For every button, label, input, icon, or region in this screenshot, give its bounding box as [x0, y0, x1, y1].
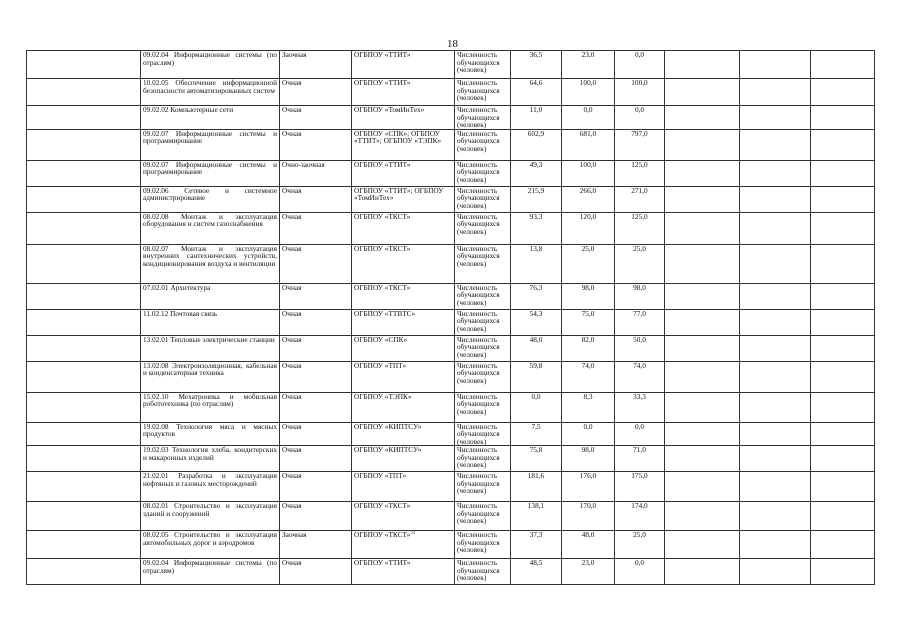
empty-cell-right	[811, 361, 875, 392]
page-number: 18	[447, 38, 458, 50]
organization-cell	[352, 283, 455, 309]
value-cell-1: 54,3	[511, 309, 562, 335]
indicator-cell: Численность обучающихся (человек)	[455, 502, 511, 531]
empty-cell-left	[27, 106, 141, 130]
specialty-cell: 15.02.10 Мехатроника и мобильная робототехника (по отраслям)	[141, 392, 280, 422]
value-cell-3: 271,0	[615, 186, 665, 212]
indicator-cell: Численность обучающихся (человек)	[455, 392, 511, 422]
indicator-cell: Численность обучающихся (человек)	[455, 309, 511, 335]
indicator-cell: Численность обучающихся (человек)	[455, 559, 511, 585]
empty-cell	[740, 212, 811, 244]
empty-cell	[665, 160, 740, 186]
organization-cell	[352, 422, 455, 446]
empty-cell	[665, 129, 740, 160]
organization-text: ОГБПОУ «ТКСТ»	[354, 530, 411, 539]
value-cell-2: 8,3	[562, 392, 615, 422]
empty-cell-left	[27, 472, 141, 502]
empty-cell-left	[27, 51, 141, 79]
value-cell-1: 49,3	[511, 160, 562, 186]
empty-cell-left	[27, 79, 141, 106]
indicator-cell: Численность обучающихся (человек)	[455, 361, 511, 392]
organization-cell	[352, 392, 455, 422]
study-form-cell: Очная	[280, 186, 352, 212]
value-cell-3: 98,0	[615, 283, 665, 309]
empty-cell-left	[27, 446, 141, 472]
organization-text: ОГБПОУ «ТТВТС»	[354, 309, 416, 318]
empty-cell	[665, 283, 740, 309]
empty-cell-right	[811, 106, 875, 130]
value-cell-2: 0,0	[562, 422, 615, 446]
empty-cell	[740, 531, 811, 559]
footnote-marker: 32	[410, 530, 416, 536]
organization-text: ОГБПОУ «ТКСТ»	[354, 283, 411, 292]
organization-cell	[352, 212, 455, 244]
empty-cell-right	[811, 212, 875, 244]
indicator-cell: Численность обучающихся (человек)	[455, 51, 511, 79]
value-cell-2: 170,0	[562, 502, 615, 531]
empty-cell	[740, 446, 811, 472]
empty-cell	[665, 502, 740, 531]
empty-cell-right	[811, 335, 875, 361]
indicator-cell: Численность обучающихся (человек)	[455, 160, 511, 186]
empty-cell	[665, 106, 740, 130]
organization-text: ОГБПОУ «ТПТ»	[354, 361, 407, 370]
value-cell-2: 0,0	[562, 106, 615, 130]
table-row	[27, 502, 875, 531]
organization-text: ОГБПОУ «ТЭПК»	[354, 392, 412, 401]
specialty-cell: 08.02.07 Монтаж и эксплуатация внутренних сантехнических устройств, кондиционирования воздуха и вентиляции	[141, 244, 280, 283]
organization-text: ОГБПОУ «ТПТ»	[354, 471, 407, 480]
value-cell-2: 266,0	[562, 186, 615, 212]
study-form-cell: Очная	[280, 283, 352, 309]
study-form-cell: Очная	[280, 244, 352, 283]
value-cell-3: 74,0	[615, 361, 665, 392]
value-cell-1: 602,9	[511, 129, 562, 160]
empty-cell	[665, 446, 740, 472]
table-row	[27, 392, 875, 422]
organization-text: ОГБПОУ «ТКСТ»	[354, 212, 411, 221]
table-body	[27, 51, 875, 585]
table-row	[27, 559, 875, 585]
organization-text: ОГБПОУ «ТТИТ»	[354, 50, 411, 59]
empty-cell	[740, 129, 811, 160]
value-cell-3: 77,0	[615, 309, 665, 335]
empty-cell-right	[811, 446, 875, 472]
indicator-cell: Численность обучающихся (человек)	[455, 79, 511, 106]
organization-text: ОГБПОУ «ТомИнТех»	[354, 105, 425, 114]
value-cell-2: 74,0	[562, 361, 615, 392]
value-cell-3: 50,0	[615, 335, 665, 361]
organization-text: ОГБПОУ «СПК»	[354, 335, 408, 344]
empty-cell-right	[811, 79, 875, 106]
empty-cell-right	[811, 502, 875, 531]
value-cell-3: 174,0	[615, 502, 665, 531]
indicator-cell: Численность обучающихся (человек)	[455, 472, 511, 502]
specialty-cell: 07.02.01 Архитектура	[141, 283, 280, 309]
value-cell-3: 175,0	[615, 472, 665, 502]
empty-cell-left	[27, 309, 141, 335]
empty-cell-left	[27, 422, 141, 446]
empty-cell-left	[27, 244, 141, 283]
study-form-cell: Очная	[280, 361, 352, 392]
value-cell-2: 100,0	[562, 79, 615, 106]
study-form-cell: Очная	[280, 392, 352, 422]
empty-cell-right	[811, 129, 875, 160]
empty-cell-right	[811, 309, 875, 335]
table-row	[27, 335, 875, 361]
study-form-cell: Заочная	[280, 51, 352, 79]
organization-text: ОГБПОУ «ТКСТ»	[354, 501, 411, 510]
empty-cell	[740, 422, 811, 446]
table-row	[27, 244, 875, 283]
study-form-cell: Заочная	[280, 531, 352, 559]
value-cell-1: 37,3	[511, 531, 562, 559]
value-cell-1: 0,0	[511, 392, 562, 422]
value-cell-3: 33,3	[615, 392, 665, 422]
empty-cell	[740, 559, 811, 585]
value-cell-2: 48,0	[562, 531, 615, 559]
value-cell-1: 93,3	[511, 212, 562, 244]
table-row	[27, 531, 875, 559]
specialty-cell: 08.02.05 Строительство и эксплуатация автомобильных дорог и аэродромов	[141, 531, 280, 559]
empty-cell-right	[811, 283, 875, 309]
value-cell-3: 125,0	[615, 160, 665, 186]
empty-cell-right	[811, 472, 875, 502]
organization-text: ОГБПОУ «ТКСТ»	[354, 244, 411, 253]
organization-text: ОГБПОУ «ТТИТ»	[354, 558, 411, 567]
organization-cell	[352, 531, 455, 559]
table-row	[27, 309, 875, 335]
indicators-table	[26, 50, 875, 585]
empty-cell-right	[811, 559, 875, 585]
empty-cell	[740, 472, 811, 502]
value-cell-3: 797,0	[615, 129, 665, 160]
organization-text: ОГБПОУ «СПК»; ОГБПОУ «ТТИТ»; ОГБПОУ «ТЭПК»	[354, 129, 442, 145]
specialty-cell: 13.02.01 Тепловые электрические станции	[141, 335, 280, 361]
organization-cell	[352, 502, 455, 531]
table-row	[27, 106, 875, 130]
empty-cell-left	[27, 186, 141, 212]
empty-cell-right	[811, 244, 875, 283]
value-cell-2: 75,0	[562, 309, 615, 335]
study-form-cell: Очная	[280, 129, 352, 160]
organization-cell	[352, 244, 455, 283]
value-cell-2: 23,0	[562, 51, 615, 79]
value-cell-1: 48,5	[511, 559, 562, 585]
indicator-cell: Численность обучающихся (человек)	[455, 283, 511, 309]
table-row	[27, 186, 875, 212]
value-cell-1: 215,9	[511, 186, 562, 212]
table-row	[27, 422, 875, 446]
organization-cell	[352, 79, 455, 106]
table-row	[27, 51, 875, 79]
empty-cell	[740, 186, 811, 212]
empty-cell-left	[27, 531, 141, 559]
study-form-cell: Очная	[280, 212, 352, 244]
specialty-cell: 11.02.12 Почтовая связь	[141, 309, 280, 335]
empty-cell-left	[27, 212, 141, 244]
value-cell-1: 13,8	[511, 244, 562, 283]
empty-cell-right	[811, 160, 875, 186]
empty-cell-left	[27, 160, 141, 186]
value-cell-2: 98,0	[562, 283, 615, 309]
table-row	[27, 361, 875, 392]
indicator-cell: Численность обучающихся (человек)	[455, 106, 511, 130]
value-cell-3: 71,0	[615, 446, 665, 472]
specialty-cell: 09.02.02 Компьютерные сети	[141, 106, 280, 130]
specialty-cell: 09.02.06 Сетевое и системное администрирование	[141, 186, 280, 212]
table-row	[27, 212, 875, 244]
organization-text: ОГБПОУ «КИПТСУ»	[354, 445, 422, 454]
study-form-cell: Очная	[280, 559, 352, 585]
specialty-cell: 09.02.04 Информационные системы (по отраслям)	[141, 559, 280, 585]
empty-cell-left	[27, 129, 141, 160]
study-form-cell: Очно-заочная	[280, 160, 352, 186]
organization-cell	[352, 335, 455, 361]
organization-cell	[352, 186, 455, 212]
empty-cell-right	[811, 186, 875, 212]
empty-cell	[740, 392, 811, 422]
specialty-cell: 09.02.07 Информационные системы и программирование	[141, 129, 280, 160]
empty-cell-left	[27, 559, 141, 585]
value-cell-3: 25,0	[615, 244, 665, 283]
study-form-cell: Очная	[280, 309, 352, 335]
value-cell-2: 25,0	[562, 244, 615, 283]
organization-cell	[352, 51, 455, 79]
empty-cell	[665, 79, 740, 106]
study-form-cell: Очная	[280, 472, 352, 502]
empty-cell	[740, 283, 811, 309]
organization-cell	[352, 160, 455, 186]
empty-cell	[665, 422, 740, 446]
empty-cell	[665, 392, 740, 422]
value-cell-1: 75,8	[511, 446, 562, 472]
empty-cell	[740, 335, 811, 361]
organization-cell	[352, 559, 455, 585]
table-row	[27, 79, 875, 106]
organization-text: ОГБПОУ «ТТИТ»; ОГБПОУ «ТомИнТех»	[354, 186, 444, 202]
specialty-cell: 19.02.03 Технология хлеба, кондитерских и макаронных изделий	[141, 446, 280, 472]
table-row	[27, 283, 875, 309]
value-cell-2: 176,0	[562, 472, 615, 502]
study-form-cell: Очная	[280, 422, 352, 446]
specialty-cell: 08.02.01 Строительство и эксплуатация зданий и сооружений	[141, 502, 280, 531]
table-row	[27, 129, 875, 160]
specialty-cell: 21.02.01 Разработка и эксплуатация нефтяных и газовых месторождений	[141, 472, 280, 502]
value-cell-3: 0,0	[615, 51, 665, 79]
specialty-cell: 08.02.08 Монтаж и эксплуатация оборудования и систем газоснабжения	[141, 212, 280, 244]
study-form-cell: Очная	[280, 446, 352, 472]
value-cell-2: 23,0	[562, 559, 615, 585]
organization-cell	[352, 129, 455, 160]
empty-cell-right	[811, 531, 875, 559]
indicator-cell: Численность обучающихся (человек)	[455, 129, 511, 160]
value-cell-3: 0,0	[615, 422, 665, 446]
empty-cell	[665, 244, 740, 283]
empty-cell	[740, 51, 811, 79]
value-cell-3: 125,0	[615, 212, 665, 244]
empty-cell	[665, 186, 740, 212]
value-cell-3: 25,0	[615, 531, 665, 559]
value-cell-3: 0,0	[615, 559, 665, 585]
indicator-cell: Численность обучающихся (человек)	[455, 212, 511, 244]
empty-cell-right	[811, 392, 875, 422]
value-cell-1: 181,6	[511, 472, 562, 502]
indicator-cell: Численность обучающихся (человек)	[455, 446, 511, 472]
indicator-cell: Численность обучающихся (человек)	[455, 186, 511, 212]
study-form-cell: Очная	[280, 106, 352, 130]
empty-cell	[665, 472, 740, 502]
organization-cell	[352, 472, 455, 502]
value-cell-3: 0,0	[615, 106, 665, 130]
empty-cell	[665, 559, 740, 585]
empty-cell	[740, 502, 811, 531]
study-form-cell: Очная	[280, 502, 352, 531]
indicator-cell: Численность обучающихся (человек)	[455, 244, 511, 283]
empty-cell-right	[811, 51, 875, 79]
organization-text: ОГБПОУ «КИПТСУ»	[354, 422, 422, 431]
value-cell-2: 82,0	[562, 335, 615, 361]
organization-cell	[352, 309, 455, 335]
specialty-cell: 09.02.04 Информационные системы (по отраслям)	[141, 51, 280, 79]
specialty-cell: 19.02.08 Технология мяса и мясных продуктов	[141, 422, 280, 446]
value-cell-1: 7,5	[511, 422, 562, 446]
empty-cell	[665, 212, 740, 244]
specialty-cell: 13.02.08 Электроизоляционная, кабельная и конденсаторная техника	[141, 361, 280, 392]
empty-cell-right	[811, 422, 875, 446]
indicator-cell: Численность обучающихся (человек)	[455, 422, 511, 446]
value-cell-2: 681,0	[562, 129, 615, 160]
empty-cell	[740, 106, 811, 130]
value-cell-3: 100,0	[615, 79, 665, 106]
indicator-cell: Численность обучающихся (человек)	[455, 531, 511, 559]
organization-text: ОГБПОУ «ТТИТ»	[354, 78, 411, 87]
specialty-cell: 09.02.07 Информационные системы и программирование	[141, 160, 280, 186]
empty-cell	[665, 531, 740, 559]
empty-cell	[665, 335, 740, 361]
value-cell-1: 64,6	[511, 79, 562, 106]
table-row	[27, 472, 875, 502]
value-cell-1: 59,8	[511, 361, 562, 392]
empty-cell-left	[27, 283, 141, 309]
study-form-cell: Очная	[280, 79, 352, 106]
empty-cell-left	[27, 335, 141, 361]
indicator-cell: Численность обучающихся (человек)	[455, 335, 511, 361]
value-cell-1: 36,5	[511, 51, 562, 79]
table-row	[27, 160, 875, 186]
value-cell-1: 48,0	[511, 335, 562, 361]
value-cell-2: 98,0	[562, 446, 615, 472]
organization-cell	[352, 446, 455, 472]
empty-cell	[740, 361, 811, 392]
empty-cell-left	[27, 361, 141, 392]
empty-cell	[740, 244, 811, 283]
empty-cell-left	[27, 502, 141, 531]
value-cell-1: 76,3	[511, 283, 562, 309]
value-cell-1: 11,0	[511, 106, 562, 130]
value-cell-2: 120,0	[562, 212, 615, 244]
organization-cell	[352, 361, 455, 392]
empty-cell-left	[27, 392, 141, 422]
empty-cell	[740, 160, 811, 186]
organization-text: ОГБПОУ «ТТИТ»	[354, 160, 411, 169]
empty-cell	[665, 361, 740, 392]
value-cell-1: 138,1	[511, 502, 562, 531]
empty-cell	[665, 309, 740, 335]
organization-cell	[352, 106, 455, 130]
table-row	[27, 446, 875, 472]
specialty-cell: 10.02.05 Обеспечение информационной безопасности автоматизированных систем	[141, 79, 280, 106]
empty-cell	[740, 309, 811, 335]
empty-cell	[665, 51, 740, 79]
study-form-cell: Очная	[280, 335, 352, 361]
value-cell-2: 100,0	[562, 160, 615, 186]
empty-cell	[740, 79, 811, 106]
